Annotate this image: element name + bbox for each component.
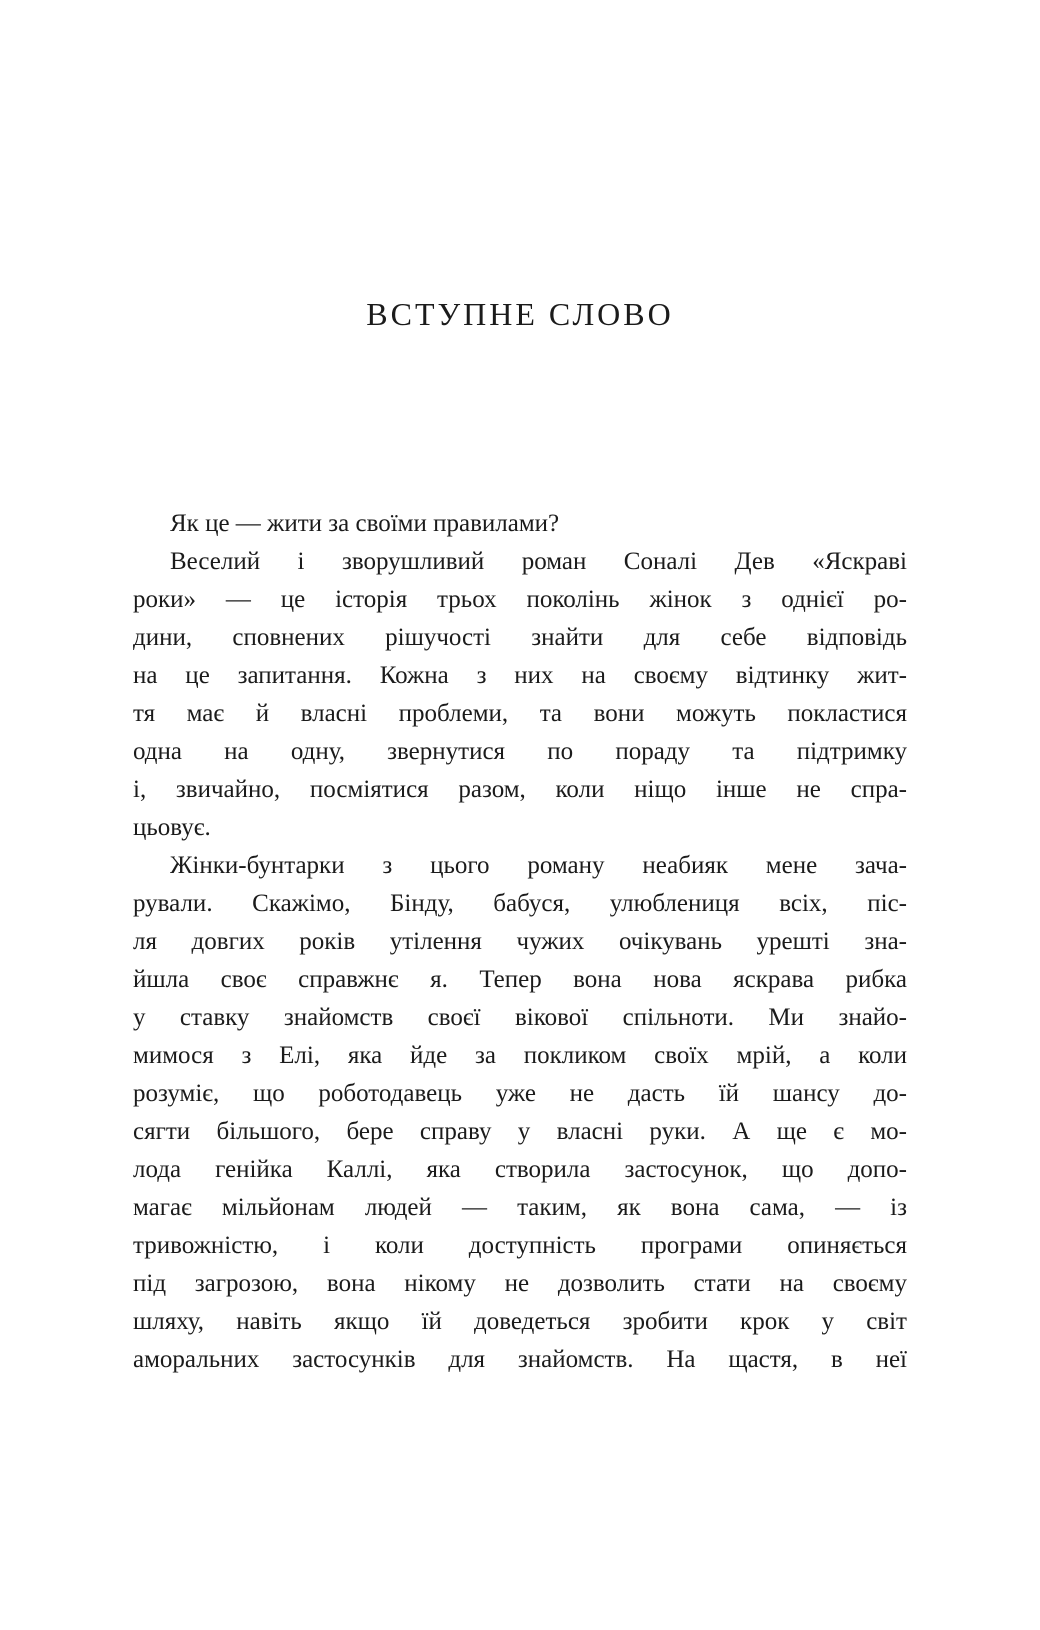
text-line: одна на одну, звернутися по пораду та підтримку (133, 738, 907, 765)
text-line: аморальних застосунків для знайомств. На щастя, в неї (133, 1346, 907, 1373)
text-line: цьовує. (133, 814, 211, 841)
body-text (133, 505, 907, 1379)
text-line: дини, сповнених рішучості знайти для себе відповідь (133, 624, 907, 651)
text-line: Жінки-бунтарки з цього роману неабияк мене зача- (170, 852, 907, 879)
text-line: йшла своє справжнє я. Тепер вона нова яскрава рибка (133, 966, 907, 993)
text-line: ля довгих років утілення чужих очікувань урешті зна- (133, 928, 907, 955)
text-line: під загрозою, вона нікому не дозволить стати на своєму (133, 1270, 907, 1297)
text-line: тривожністю, і коли доступність програми опиняється (133, 1232, 907, 1259)
chapter-heading: ВСТУПНЕ СЛОВО (366, 296, 674, 332)
text-line: магає мільйонам людей — таким, як вона сама, — із (133, 1194, 907, 1221)
text-line: мимося з Елі, яка йде за покликом своїх мрій, а коли (133, 1042, 907, 1069)
text-line: тя має й власні проблеми, та вони можуть покластися (133, 700, 907, 727)
text-line: у ставку знайомств своєї вікової спільноти. Ми знайо- (133, 1004, 907, 1031)
text-line: розуміє, що роботодавець уже не дасть їй шансу до- (133, 1080, 907, 1107)
text-line: лода генійка Каллі, яка створила застосунок, що допо- (133, 1156, 907, 1183)
text-line: Як це — жити за своїми правилами? (170, 510, 560, 537)
text-line: рували. Скажімо, Бінду, бабуся, улюблениця всіх, піс- (133, 890, 907, 917)
text-line: сягти більшого, бере справу у власні руки. А ще є мо- (133, 1118, 907, 1145)
text-line: Веселий і зворушливий роман Соналі Дев «Яскраві (170, 548, 907, 575)
text-line: на це запитання. Кожна з них на своєму відтинку жит- (133, 662, 907, 689)
text-line: шляху, навіть якщо їй доведеться зробити крок у світ (133, 1308, 907, 1335)
text-line: і, звичайно, посміятися разом, коли ніщо інше не спра- (133, 776, 907, 803)
text-line: роки» — це історія трьох поколінь жінок з однієї ро- (133, 586, 907, 613)
